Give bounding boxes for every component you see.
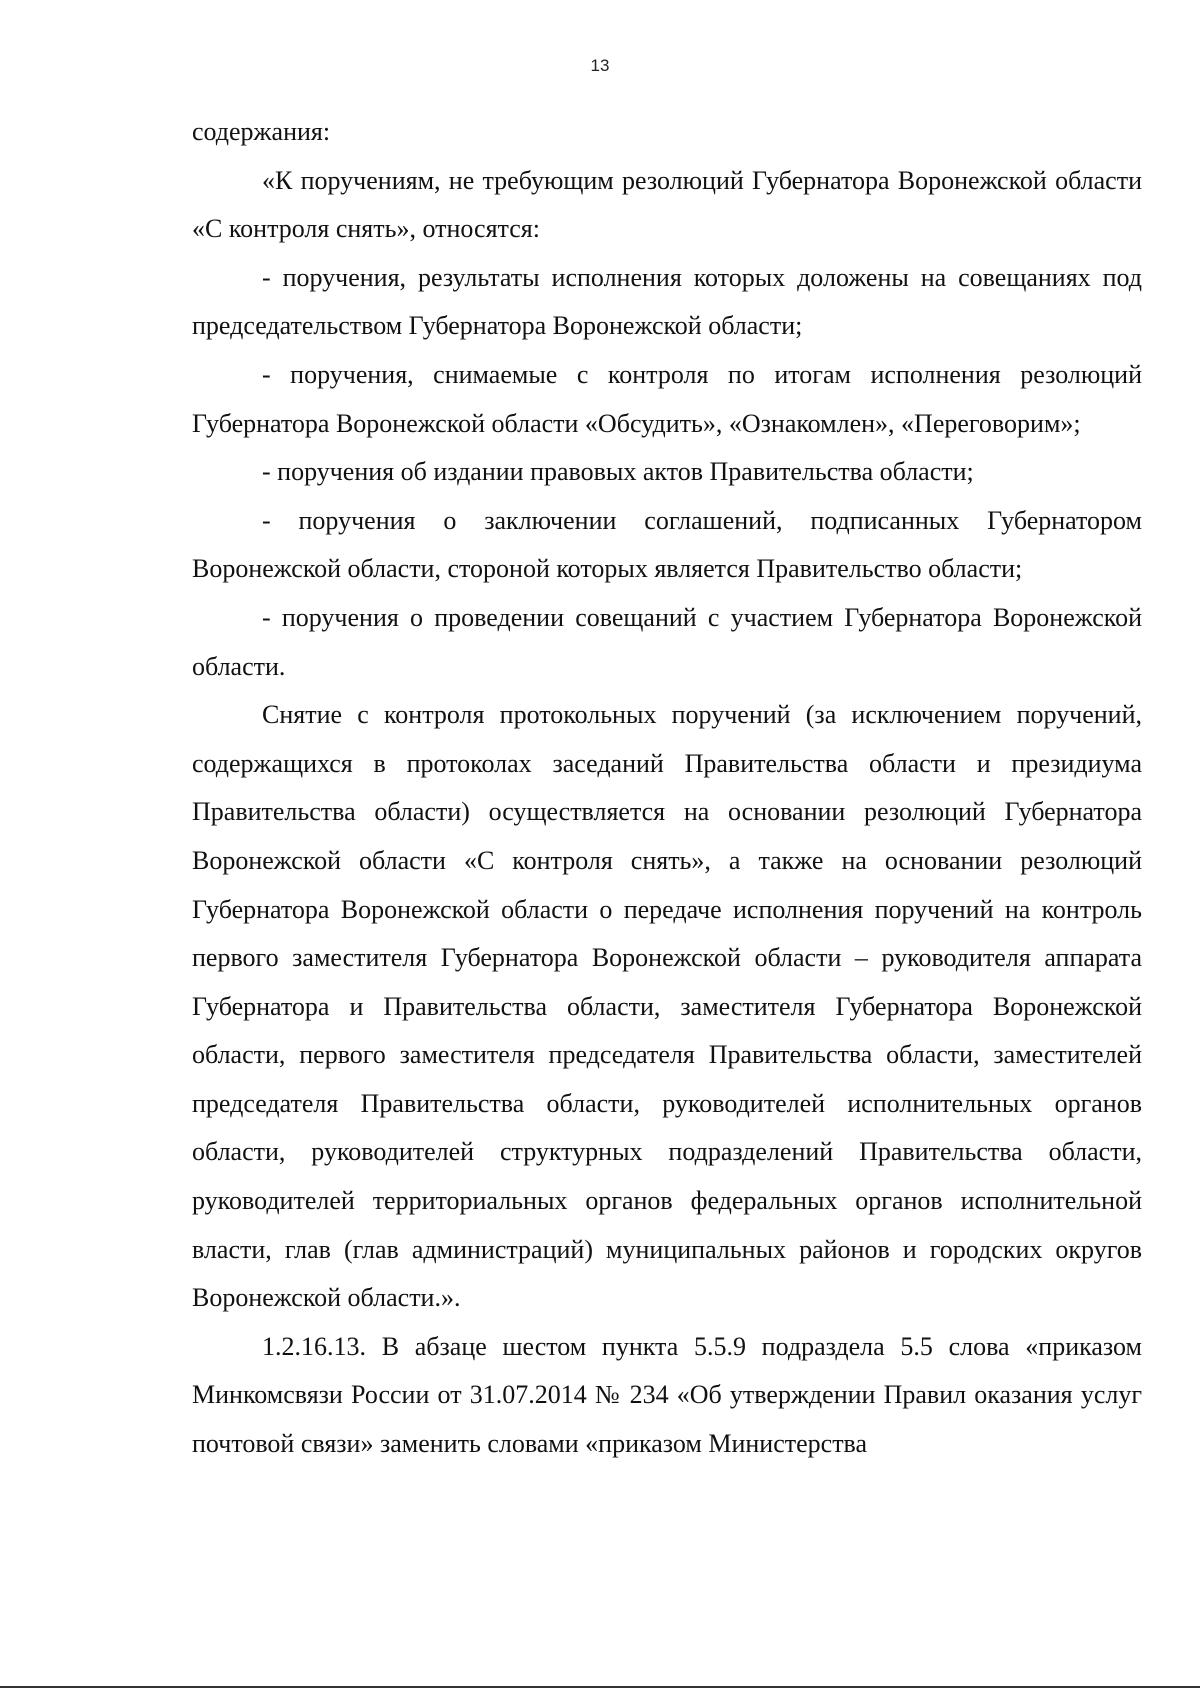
paragraph-body: Снятие с контроля протокольных поручений (за исключением поручений, содержащихся в протоколах заседаний Правительства области и президиума Правительства области) осуществляется на основании резолюций Губернатора Воронежской области «С контроля снять», а также на основании резолюций Губернатора Воронежской области о передаче исполнения поручений на контроль первого заместителя Губернатора Воронежской области – руководителя аппарата Губернатора и Правительства области, заместителя Губернатора Воронежской области, первого заместителя председателя Правительства области, заместителей председателя Правительства области, руководителей исполнительных органов области, руководителей структурных подразделений Правительства области, руководителей территориальных органов федеральных органов исполнительной власти, глав (глав администраций) муниципальных районов и городских округов Воронежской области.». <box>192 700 1142 1313</box>
paragraph-intro: «К поручениям, не требующим резолюций Губернатора Воронежской области «С контроля снять», относятся: <box>192 165 1142 244</box>
page-number: 13 <box>590 56 610 75</box>
document-body <box>192 108 1142 1469</box>
paragraph-continuation: содержания: <box>192 117 331 146</box>
page-bottom-rule <box>0 1686 1200 1688</box>
list-item: - поручения, снимаемые с контроля по итогам исполнения резолюций Губернатора Воронежской области «Обсудить», «Ознакомлен», «Переговорим»; <box>192 359 1142 438</box>
list-item: - поручения об издании правовых актов Правительства области; <box>262 457 974 487</box>
list-item: - поручения о проведении совещаний с участием Губернатора Воронежской области. <box>192 602 1142 681</box>
paragraph-amendment: 1.2.16.13. В абзаце шестом пункта 5.5.9 подраздела 5.5 слова «приказом Минкомсвязи России от 31.07.2014 № 234 «Об утверждении Правил оказания услуг почтовой связи» заменить словами «приказом Министерства <box>192 1331 1142 1459</box>
list-item: - поручения о заключении соглашений, подписанных Губернатором Воронежской области, стороной которых является Правительство области; <box>192 505 1142 584</box>
list-item: - поручения, результаты исполнения которых доложены на совещаниях под председательством Губернатора Воронежской области; <box>192 262 1142 341</box>
